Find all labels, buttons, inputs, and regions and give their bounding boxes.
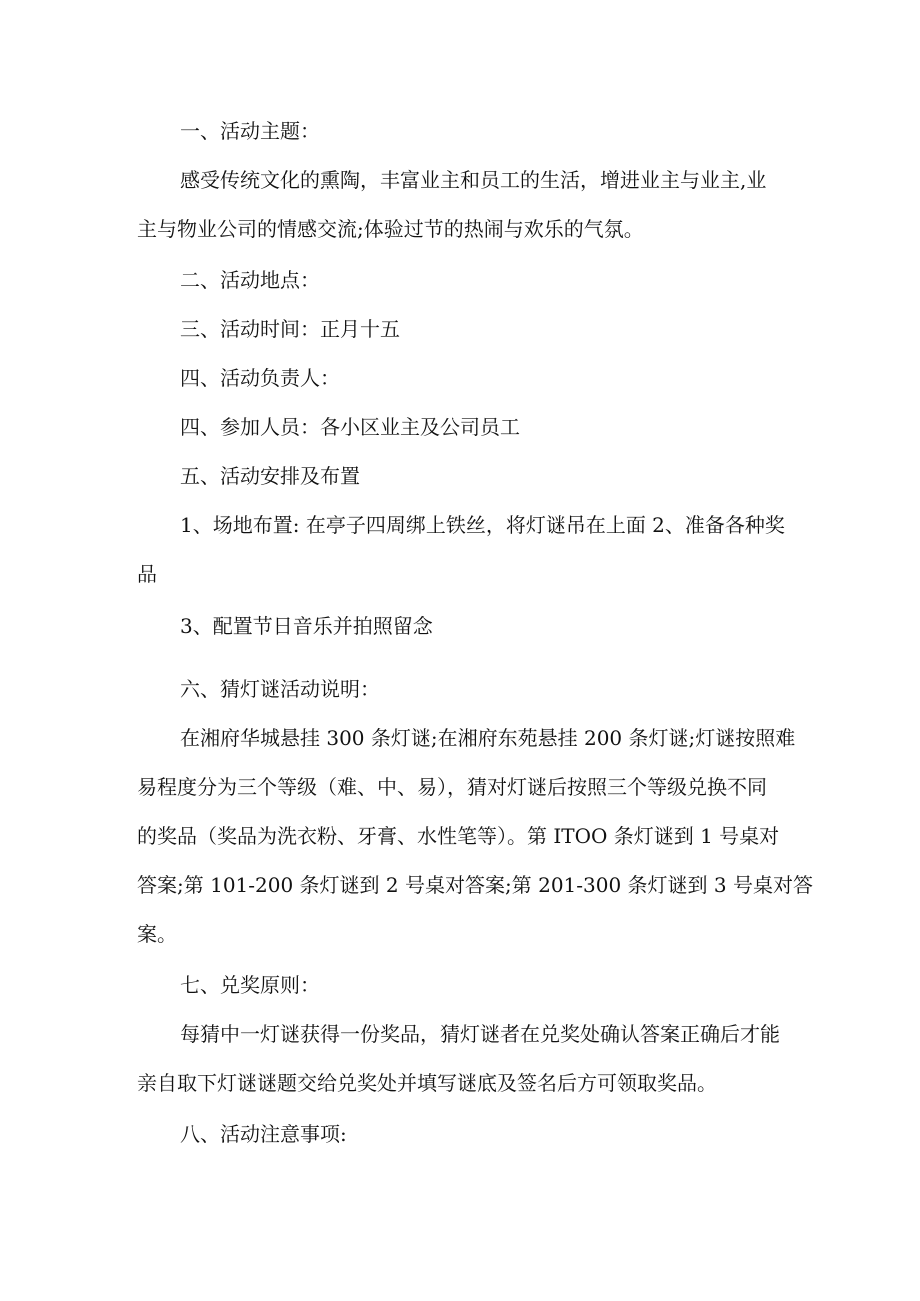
prize-text-line-1: 每猜中一灯谜获得一份奖品，猜灯谜者在兑奖处确认答案正确后才能 [180, 1022, 780, 1046]
heading-activity-leader: 四、活动负责人： [180, 366, 340, 390]
heading-activity-time: 三、活动时间：正月十五 [180, 317, 400, 341]
heading-prize-rules: 七、兑奖原则： [180, 973, 320, 997]
riddle-text-line-1: 在湘府华城悬挂 300 条灯谜;在湘府东苑悬挂 200 条灯谜;灯谜按照难 [180, 726, 796, 750]
heading-arrangement: 五、活动安排及布置 [180, 464, 360, 488]
riddle-text-line-5: 案。 [137, 922, 177, 946]
heading-riddle-description: 六、猜灯谜活动说明： [180, 677, 380, 701]
riddle-text-line-2: 易程度分为三个等级（难、中、易），猜对灯谜后按照三个等级兑换不同 [137, 775, 767, 799]
riddle-text-line-3: 的奖品（奖品为洗衣粉、牙膏、水性笔等）。第 ITOO 条灯谜到 1 号桌对 [137, 824, 780, 848]
theme-text-line-1: 感受传统文化的熏陶，丰富业主和员工的生活，增进业主与业主,业 [180, 168, 767, 192]
heading-precautions: 八、活动注意事项: [180, 1122, 347, 1146]
arrangement-item-1: 1、场地布置: 在亭子四周绑上铁丝，将灯谜吊在上面 2、准备各种奖 [180, 513, 785, 537]
riddle-text-line-4: 答案;第 101-200 条灯谜到 2 号桌对答案;第 201-300 条灯谜到 3 号桌对答 [137, 873, 813, 897]
arrangement-item-3: 3、配置节日音乐并拍照留念 [180, 614, 433, 638]
prize-text-line-2: 亲自取下灯谜谜题交给兑奖处并填写谜底及签名后方可领取奖品。 [137, 1071, 717, 1095]
arrangement-item-1-cont: 品 [137, 562, 157, 586]
heading-activity-theme: 一、活动主题： [180, 119, 320, 143]
heading-activity-location: 二、活动地点： [180, 268, 320, 292]
theme-text-line-2: 主与物业公司的情感交流;体验过节的热闹与欢乐的气氛。 [137, 217, 644, 241]
heading-participants: 四、参加人员：各小区业主及公司员工 [180, 415, 520, 439]
